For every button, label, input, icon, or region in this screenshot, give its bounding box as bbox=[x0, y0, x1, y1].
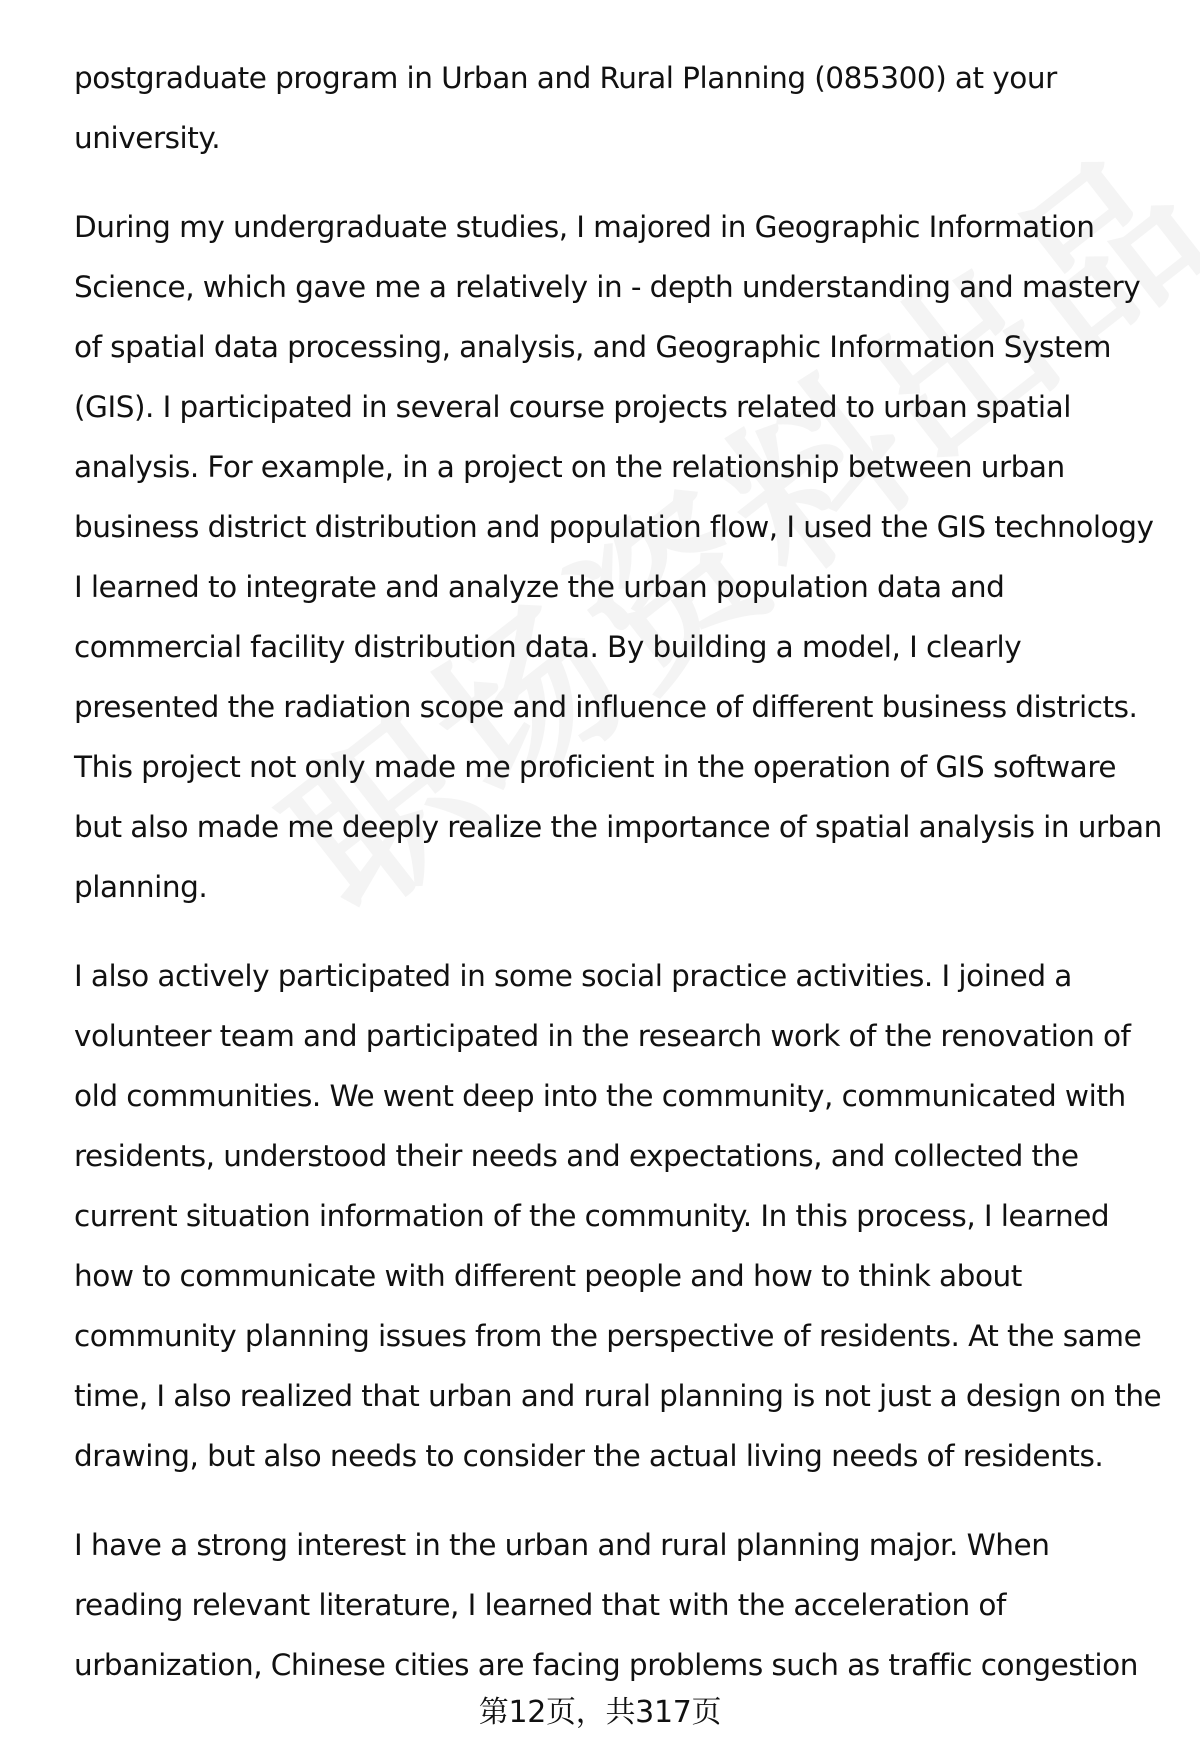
text-line: During my undergraduate studies, I majored in Geographic Information bbox=[74, 210, 1095, 244]
document-body bbox=[74, 48, 1164, 1724]
text-line: reading relevant literature, I learned that with the acceleration of bbox=[74, 1588, 1006, 1622]
text-line: analysis. For example, in a project on the relationship between urban bbox=[74, 450, 1065, 484]
text-line: postgraduate program in Urban and Rural Planning (085300) at your bbox=[74, 61, 1057, 95]
text-line: university. bbox=[74, 121, 221, 155]
text-line: This project not only made me proficient in the operation of GIS software bbox=[74, 750, 1117, 784]
text-line: how to communicate with different people and how to think about bbox=[74, 1259, 1022, 1293]
text-line: I have a strong interest in the urban and rural planning major. When bbox=[74, 1528, 1050, 1562]
text-line: of spatial data processing, analysis, and Geographic Information System bbox=[74, 330, 1112, 364]
text-line: Science, which gave me a relatively in - depth understanding and mastery bbox=[74, 270, 1141, 304]
text-line: business district distribution and population flow, I used the GIS technology bbox=[74, 510, 1154, 544]
text-line: I also actively participated in some social practice activities. I joined a bbox=[74, 959, 1072, 993]
text-line: community planning issues from the perspective of residents. At the same bbox=[74, 1319, 1142, 1353]
paragraph-3 bbox=[74, 946, 1164, 1486]
text-line: (GIS). I participated in several course projects related to urban spatial bbox=[74, 390, 1071, 424]
text-line: commercial facility distribution data. By building a model, I clearly bbox=[74, 630, 1022, 664]
text-line: but also made me deeply realize the importance of spatial analysis in urban bbox=[74, 810, 1162, 844]
paragraph-2 bbox=[74, 197, 1164, 917]
text-line: old communities. We went deep into the community, communicated with bbox=[74, 1079, 1126, 1113]
text-line: presented the radiation scope and influence of different business districts. bbox=[74, 690, 1138, 724]
text-line: time, I also realized that urban and rural planning is not just a design on the bbox=[74, 1379, 1162, 1413]
text-line: current situation information of the community. In this process, I learned bbox=[74, 1199, 1110, 1233]
paragraph-1 bbox=[74, 48, 1164, 168]
text-line: urbanization, Chinese cities are facing problems such as traffic congestion bbox=[74, 1648, 1139, 1682]
text-line: drawing, but also needs to consider the actual living needs of residents. bbox=[74, 1439, 1104, 1473]
page-number-footer: 第12页，共317页 bbox=[478, 1695, 722, 1730]
text-line: I learned to integrate and analyze the urban population data and bbox=[74, 570, 1005, 604]
text-line: residents, understood their needs and expectations, and collected the bbox=[74, 1139, 1079, 1173]
text-line: volunteer team and participated in the research work of the renovation of bbox=[74, 1019, 1131, 1053]
paragraph-4 bbox=[74, 1515, 1164, 1695]
text-line: planning. bbox=[74, 870, 208, 904]
